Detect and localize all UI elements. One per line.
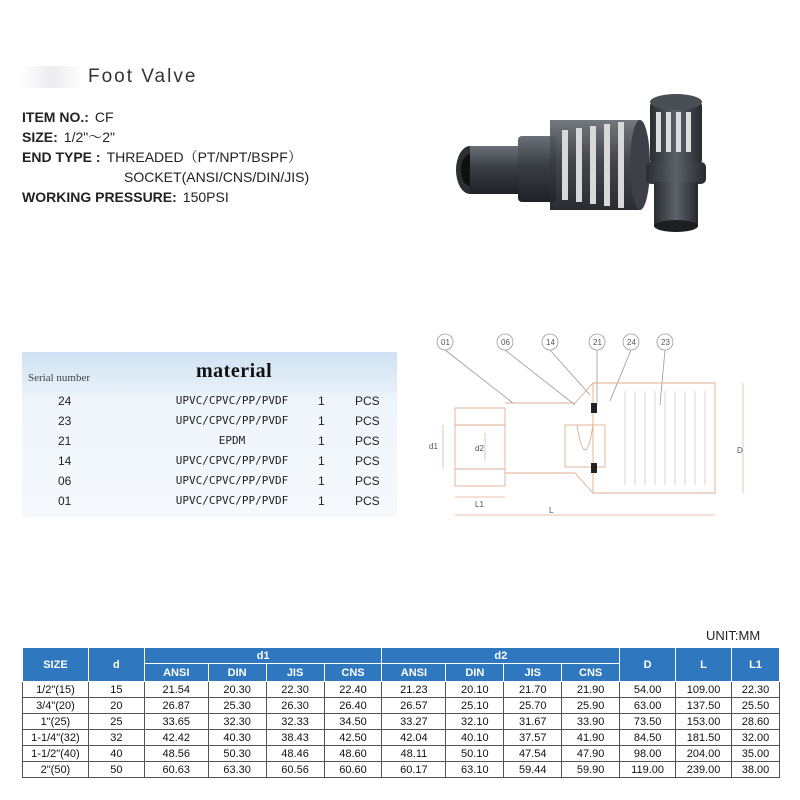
table-cell: 50.30 [208,746,266,762]
table-cell: 22.30 [732,682,780,698]
size-cell: 1"(25) [23,714,89,730]
col-d2-jis: JIS [504,664,562,682]
table-cell: 26.57 [382,698,446,714]
size-cell: 1-1/2"(40) [23,746,89,762]
table-cell: 59.44 [504,762,562,778]
table-header-row [23,648,780,664]
table-cell: 47.54 [504,746,562,762]
table-cell: 21.54 [144,682,208,698]
serial-cell: 01 [58,494,72,508]
end-type-value-1: THREADED（PT/NPT/BSPF） [106,149,302,165]
col-d1-din: DIN [208,664,266,682]
material-row [22,474,397,492]
table-cell: 25.50 [732,698,780,714]
table-cell: 63.10 [446,762,504,778]
unit-cell: PCS [355,474,380,488]
spec-size [22,128,115,146]
unit-cell: PCS [355,454,380,468]
serial-cell: 06 [58,474,72,488]
table-cell: 50.10 [446,746,504,762]
table-cell: 63.30 [208,762,266,778]
table-cell: 21.23 [382,682,446,698]
table-cell: 40 [88,746,144,762]
table-cell: 22.40 [324,682,382,698]
table-cell: 20.30 [208,682,266,698]
callout-23: 23 [661,338,670,347]
item-no-label: ITEM NO.: [22,109,89,125]
table-cell: 119.00 [620,762,676,778]
table-cell: 32 [88,730,144,746]
table-cell: 59.90 [562,762,620,778]
callout-24: 24 [627,338,636,347]
table-cell: 25.30 [208,698,266,714]
serial-number-header: Serial number [28,372,91,384]
table-cell: 137.50 [676,698,732,714]
col-L1: L1 [732,648,780,682]
table-cell: 33.27 [382,714,446,730]
material-cell: EPDM [218,434,246,447]
size-value: 1/2"～2" [63,129,115,145]
col-d1-jis: JIS [266,664,324,682]
qty-cell: 1 [318,454,325,468]
spec-end-type-2 [124,168,309,186]
qty-cell: 1 [318,414,325,428]
table-cell: 32.00 [732,730,780,746]
col-L: L [676,648,732,682]
table-cell: 239.00 [676,762,732,778]
table-cell: 153.00 [676,714,732,730]
table-cell: 15 [88,682,144,698]
material-row [22,494,397,512]
table-cell: 38.00 [732,762,780,778]
qty-cell: 1 [318,434,325,448]
material-row [22,414,397,432]
label-d: D [737,446,743,455]
callout-21: 21 [593,338,602,347]
table-cell: 48.11 [382,746,446,762]
table-cell: 21.70 [504,682,562,698]
size-cell: 1-1/4"(32) [23,730,89,746]
table-cell: 21.90 [562,682,620,698]
table-cell: 32.10 [446,714,504,730]
label-d2: d2 [475,444,484,453]
material-table-header [22,352,397,392]
serial-cell: 23 [58,414,72,428]
table-row [23,730,780,746]
table-cell: 35.00 [732,746,780,762]
label-l1: L1 [475,500,484,509]
size-cell: 3/4"(20) [23,698,89,714]
material-cell: UPVC/CPVC/PP/PVDF [175,394,289,407]
qty-cell: 1 [318,494,325,508]
table-cell: 60.60 [324,762,382,778]
table-cell: 26.87 [144,698,208,714]
table-row [23,698,780,714]
unit-cell: PCS [355,414,380,428]
table-cell: 50 [88,762,144,778]
table-row [23,746,780,762]
col-d2-din: DIN [446,664,504,682]
col-size: SIZE [23,648,89,682]
table-cell: 25.70 [504,698,562,714]
unit-cell: PCS [355,434,380,448]
table-cell: 42.42 [144,730,208,746]
table-cell: 26.30 [266,698,324,714]
dimension-table-body [23,682,780,778]
table-cell: 48.46 [266,746,324,762]
material-table [22,352,397,517]
table-cell: 20.10 [446,682,504,698]
table-cell: 60.56 [266,762,324,778]
end-type-value-2: SOCKET(ANSI/CNS/DIN/JIS) [124,169,310,185]
label-d1: d1 [429,442,438,451]
table-cell: 34.50 [324,714,382,730]
title-decoration [20,66,84,88]
table-cell: 20 [88,698,144,714]
table-row [23,762,780,778]
table-cell: 25.10 [446,698,504,714]
table-cell: 98.00 [620,746,676,762]
table-cell: 60.63 [144,762,208,778]
unit-cell: PCS [355,394,380,408]
table-cell: 38.43 [266,730,324,746]
table-cell: 181.50 [676,730,732,746]
page-title: Foot Valve [88,66,198,87]
material-row [22,454,397,472]
col-d2: d2 [382,648,620,664]
size-cell: 1/2"(15) [23,682,89,698]
callout-14: 14 [546,338,555,347]
col-D: D [620,648,676,682]
table-cell: 73.50 [620,714,676,730]
table-cell: 204.00 [676,746,732,762]
table-cell: 42.04 [382,730,446,746]
col-d1-cns: CNS [324,664,382,682]
table-cell: 40.10 [446,730,504,746]
material-cell: UPVC/CPVC/PP/PVDF [175,454,289,467]
pressure-label: WORKING PRESSURE: [22,189,177,205]
col-d2-ansi: ANSI [382,664,446,682]
table-cell: 63.00 [620,698,676,714]
serial-cell: 24 [58,394,72,408]
unit-label: UNIT:MM [706,628,761,643]
table-cell: 84.50 [620,730,676,746]
callout-01: 01 [441,338,450,347]
material-cell: UPVC/CPVC/PP/PVDF [175,414,289,427]
col-d: d [88,648,144,682]
spec-pressure [22,188,229,206]
table-cell: 54.00 [620,682,676,698]
dimension-table [22,647,780,778]
table-cell: 32.33 [266,714,324,730]
table-cell: 48.56 [144,746,208,762]
table-cell: 26.40 [324,698,382,714]
col-d1: d1 [144,648,382,664]
table-cell: 25 [88,714,144,730]
serial-cell: 14 [58,454,72,468]
table-row [23,714,780,730]
table-cell: 41.90 [562,730,620,746]
size-cell: 2"(50) [23,762,89,778]
end-type-label: END TYPE : [22,149,101,165]
serial-cell: 21 [58,434,72,448]
material-row [22,394,397,412]
table-cell: 22.30 [266,682,324,698]
material-cell: UPVC/CPVC/PP/PVDF [175,474,289,487]
unit-cell: PCS [355,494,380,508]
qty-cell: 1 [318,474,325,488]
table-cell: 47.90 [562,746,620,762]
table-cell: 33.90 [562,714,620,730]
spec-end-type [22,148,302,166]
label-l: L [549,506,554,515]
col-d2-cns: CNS [562,664,620,682]
material-cell: UPVC/CPVC/PP/PVDF [175,494,289,507]
item-no-value: CF [94,109,114,125]
cross-section-diagram [425,325,780,525]
material-header: material [196,360,273,382]
table-cell: 109.00 [676,682,732,698]
material-row [22,434,397,452]
table-cell: 31.67 [504,714,562,730]
col-d1-ansi: ANSI [144,664,208,682]
table-cell: 60.17 [382,762,446,778]
table-row [23,682,780,698]
pressure-value: 150PSI [182,189,229,205]
qty-cell: 1 [318,394,325,408]
table-cell: 32.30 [208,714,266,730]
spec-item-no [22,108,114,126]
product-photo [440,80,730,250]
table-cell: 25.90 [562,698,620,714]
table-cell: 28.60 [732,714,780,730]
table-cell: 48.60 [324,746,382,762]
table-cell: 37.57 [504,730,562,746]
table-cell: 40.30 [208,730,266,746]
callout-06: 06 [501,338,510,347]
table-cell: 33.65 [144,714,208,730]
table-cell: 42.50 [324,730,382,746]
size-label: SIZE: [22,129,58,145]
